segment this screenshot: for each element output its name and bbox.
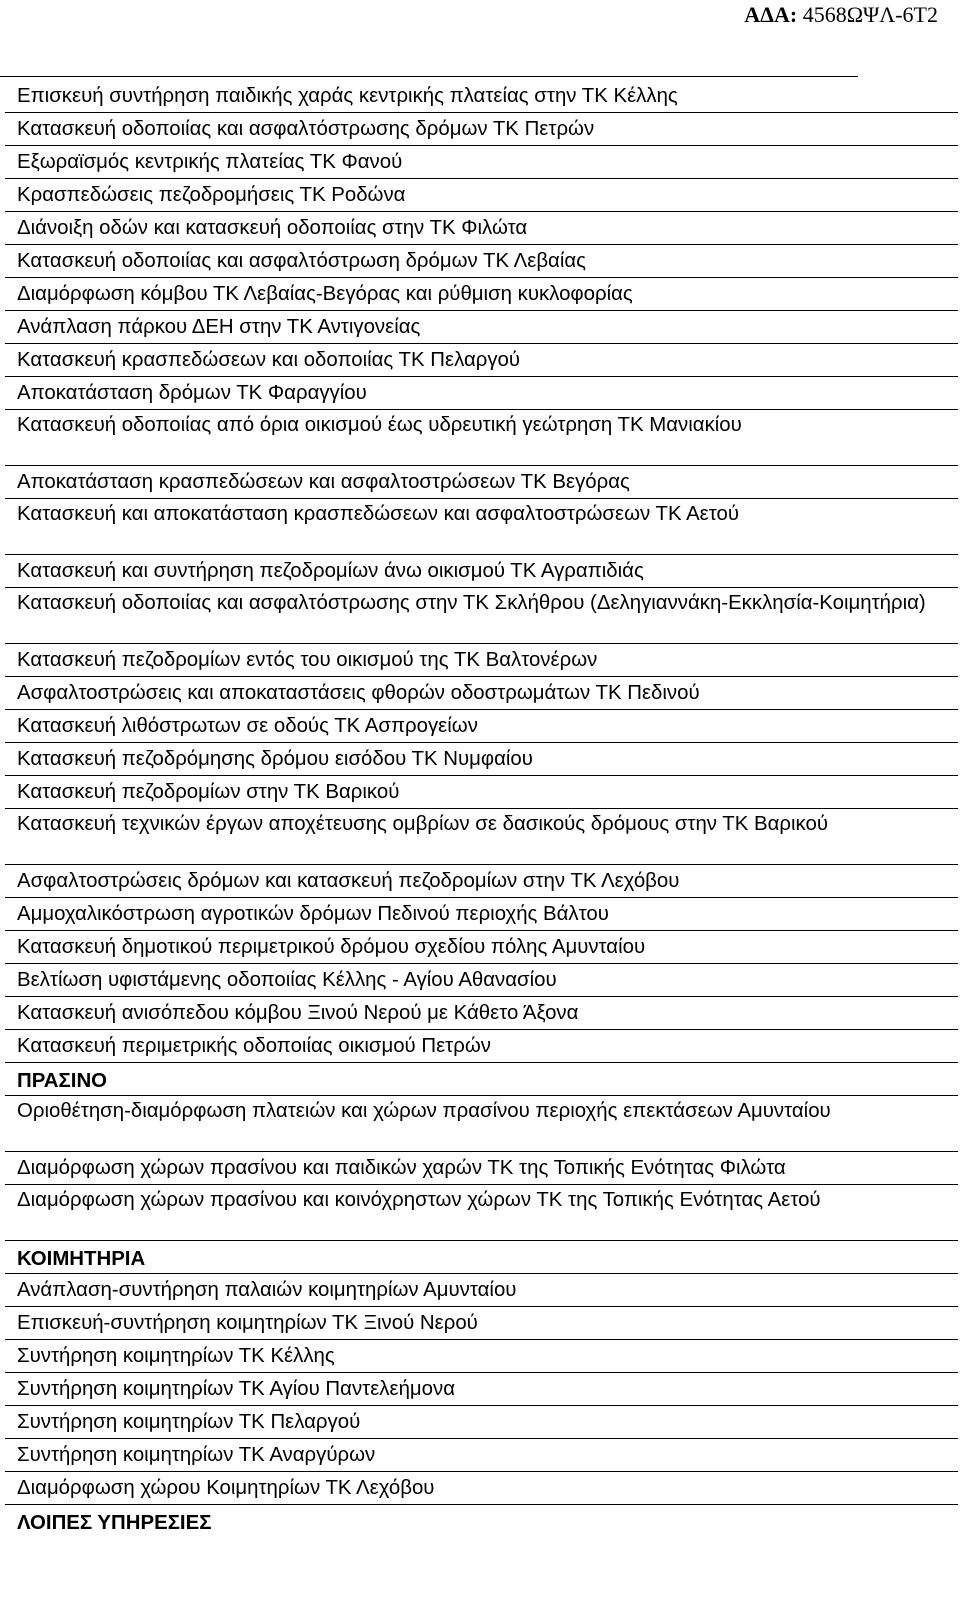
table-row: Κατασκευή πεζοδρομίων στην ΤΚ Βαρικού <box>5 776 958 809</box>
table-row: Κατασκευή δημοτικού περιμετρικού δρόμου σχεδίου πόλης Αμυνταίου <box>5 931 958 964</box>
table-row: Επισκευή συντήρηση παιδικής χαράς κεντρικής πλατείας στην ΤΚ Κέλλης <box>5 80 958 113</box>
table-row: Οριοθέτηση-διαμόρφωση πλατειών και χώρων πρασίνου περιοχής επεκτάσεων Αμυνταίου <box>5 1096 958 1152</box>
table-row: Διαμόρφωση χώρου Κοιμητηρίων ΤΚ Λεχόβου <box>5 1472 958 1505</box>
table-row: Ασφαλτοστρώσεις δρόμων και κατασκευή πεζοδρομίων στην ΤΚ Λεχόβου <box>5 865 958 898</box>
table-row: Κατασκευή περιμετρικής οδοποιίας οικισμού Πετρών <box>5 1030 958 1063</box>
table-row: Διαμόρφωση κόμβου ΤΚ Λεβαίας-Βεγόρας και ρύθμιση κυκλοφορίας <box>5 278 958 311</box>
table-row: Κρασπεδώσεις πεζοδρομήσεις ΤΚ Ροδώνα <box>5 179 958 212</box>
table-row: Κατασκευή τεχνικών έργων αποχέτευσης ομβρίων σε δασικούς δρόμους στην ΤΚ Βαρικού <box>5 809 958 865</box>
table-row: Κατασκευή λιθόστρωτων σε οδούς ΤΚ Ασπρογείων <box>5 710 958 743</box>
table-row: Αμμοχαλικόστρωση αγροτικών δρόμων Πεδινού περιοχής Βάλτου <box>5 898 958 931</box>
table-row: Ασφαλτοστρώσεις και αποκαταστάσεις φθορών οδοστρωμάτων ΤΚ Πεδινού <box>5 677 958 710</box>
table-row: Κατασκευή και συντήρηση πεζοδρομίων άνω οικισμού ΤΚ Αγραπιδιάς <box>5 555 958 588</box>
table-row: Αποκατάσταση κρασπεδώσεων και ασφαλτοστρώσεων ΤΚ Βεγόρας <box>5 466 958 499</box>
document-code <box>744 2 938 28</box>
table-row: Κατασκευή πεζοδρομίων εντός του οικισμού της ΤΚ Βαλτονέρων <box>5 644 958 677</box>
section-heading: ΚΟΙΜΗΤΗΡΙΑ <box>5 1241 958 1274</box>
table-row: Κατασκευή οδοποιίας και ασφαλτόστρωση δρόμων ΤΚ Λεβαίας <box>5 245 958 278</box>
table-row: Διαμόρφωση χώρων πρασίνου και κοινόχρηστων χώρων ΤΚ της Τοπικής Ενότητας Αετού <box>5 1185 958 1241</box>
table-row: Βελτίωση υφιστάμενης οδοποιίας Κέλλης - Αγίου Αθανασίου <box>5 964 958 997</box>
table-row: Κατασκευή οδοποιίας και ασφαλτόστρωσης στην ΤΚ Σκλήθρου (Δεληγιαννάκη-Εκκλησία-Κοιμητήρια) <box>5 588 958 644</box>
projects-table <box>0 80 960 1538</box>
top-rule <box>0 76 858 77</box>
table-row: Συντήρηση κοιμητηρίων ΤΚ Αναργύρων <box>5 1439 958 1472</box>
section-heading: ΛΟΙΠΕΣ ΥΠΗΡΕΣΙΕΣ <box>17 1512 212 1534</box>
table-row: Κατασκευή κρασπεδώσεων και οδοποιίας ΤΚ Πελαργού <box>5 344 958 377</box>
table-row: Εξωραϊσμός κεντρικής πλατείας ΤΚ Φανού <box>5 146 958 179</box>
table-row: Συντήρηση κοιμητηρίων ΤΚ Αγίου Παντελεήμονα <box>5 1373 958 1406</box>
table-row: Ανάπλαση-συντήρηση παλαιών κοιμητηρίων Αμυνταίου <box>5 1274 958 1307</box>
table-row: Διαμόρφωση χώρων πρασίνου και παιδικών χαρών ΤΚ της Τοπικής Ενότητας Φιλώτα <box>5 1152 958 1185</box>
document-code-value: 4568ΩΨΛ-6Τ2 <box>802 2 938 27</box>
table-row: Συντήρηση κοιμητηρίων ΤΚ Πελαργού <box>5 1406 958 1439</box>
table-row: Κατασκευή οδοποιίας και ασφαλτόστρωσης δρόμων ΤΚ Πετρών <box>5 113 958 146</box>
table-row: Συντήρηση κοιμητηρίων ΤΚ Κέλλης <box>5 1340 958 1373</box>
document-code-label: ΑΔΑ: <box>744 2 798 27</box>
table-row: Διάνοιξη οδών και κατασκευή οδοποιίας στην ΤΚ Φιλώτα <box>5 212 958 245</box>
table-row: Επισκευή-συντήρηση κοιμητηρίων ΤΚ Ξινού Νερού <box>5 1307 958 1340</box>
table-row: Ανάπλαση πάρκου ΔΕΗ στην ΤΚ Αντιγονείας <box>5 311 958 344</box>
table-row: Κατασκευή πεζοδρόμησης δρόμου εισόδου ΤΚ Νυμφαίου <box>5 743 958 776</box>
table-row: Κατασκευή οδοποιίας από όρια οικισμού έως υδρευτική γεώτρηση ΤΚ Μανιακίου <box>5 410 958 466</box>
table-row: Αποκατάσταση δρόμων ΤΚ Φαραγγίου <box>5 377 958 410</box>
section-heading: ΠΡΑΣΙΝΟ <box>5 1063 958 1096</box>
table-row: Κατασκευή ανισόπεδου κόμβου Ξινού Νερού με Κάθετο Άξονα <box>5 997 958 1030</box>
table-row: Κατασκευή και αποκατάσταση κρασπεδώσεων και ασφαλτοστρώσεων ΤΚ Αετού <box>5 499 958 555</box>
